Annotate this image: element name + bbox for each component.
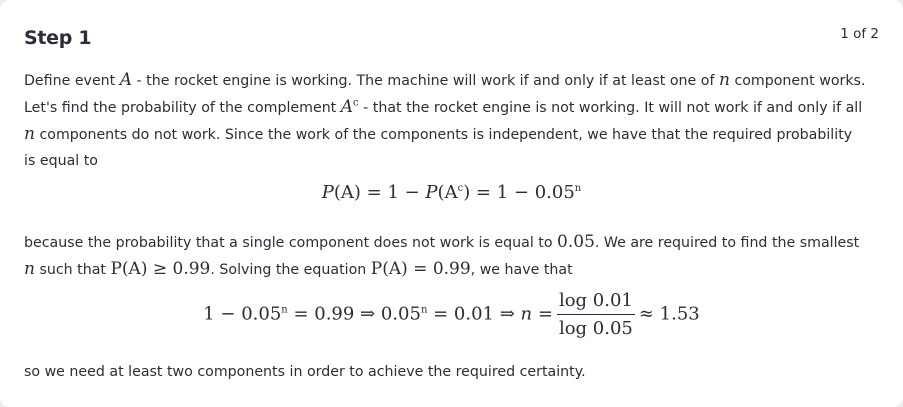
- paragraph-conclusion: [24, 359, 882, 385]
- math-text: (A: [437, 182, 458, 203]
- math-sup: n: [420, 304, 428, 316]
- text: Let's find the probability of the complement: [24, 100, 341, 116]
- text-line: [24, 67, 882, 94]
- paragraph-definition: [24, 67, 882, 174]
- math-sup: n: [281, 304, 288, 316]
- math-inline: [24, 259, 35, 279]
- math-inline: 0.05: [557, 232, 595, 252]
- text: Define event: [24, 73, 120, 89]
- math-text: = 0.99 ⇒ 0.05: [287, 303, 421, 325]
- paragraph-requirement: [24, 229, 882, 283]
- math-var: A: [119, 70, 133, 90]
- math-var: n: [520, 303, 533, 325]
- text: is equal to: [24, 153, 98, 169]
- equation-solution: [0, 290, 903, 339]
- equation-complement: [0, 182, 903, 203]
- math-inline: [719, 70, 730, 90]
- math-var: A: [340, 97, 354, 117]
- math-var: n: [24, 259, 35, 279]
- math-inline: P(A) ≥ 0.99: [110, 259, 211, 279]
- math-var: P: [425, 182, 438, 203]
- math-sup: n: [574, 183, 582, 194]
- text-line: [24, 94, 882, 121]
- text: . Solving the equation: [210, 262, 371, 278]
- step-title: Step 1: [24, 27, 92, 49]
- text-line: so we need at least two components in order to achieve the required certainty.: [24, 364, 586, 380]
- math-text: =: [532, 303, 553, 325]
- math-sup: c: [457, 183, 464, 194]
- text-line: [24, 229, 882, 256]
- text: , we have that: [470, 262, 573, 278]
- text-line: [24, 256, 882, 283]
- math-inline: [341, 97, 359, 117]
- math-text: = 0.01 ⇒: [427, 303, 521, 325]
- fraction-denominator: log 0.05: [558, 318, 633, 339]
- text: - that the rocket engine is not working. It will not work if and only if all: [358, 100, 863, 116]
- math-var: P: [321, 182, 334, 203]
- math-var: n: [24, 124, 35, 144]
- text-line: [24, 121, 882, 148]
- math-text: (A) = 1 −: [333, 182, 426, 203]
- fraction: [557, 290, 635, 339]
- math-inline: [24, 124, 35, 144]
- fraction-numerator: log 0.01: [557, 290, 635, 315]
- text: because the probability that a single component does not work is equal to: [24, 235, 558, 251]
- text: component works.: [729, 73, 866, 89]
- text: - the rocket engine is working. The machine will work if and only if at least one of: [132, 73, 719, 89]
- step-counter: 1 of 2: [840, 26, 879, 42]
- text: . We are required to find the smallest: [594, 235, 860, 251]
- math-text: ) = 1 − 0.05: [463, 182, 575, 203]
- text: components do not work. Since the work of the components is independent, we have that the required probability: [34, 127, 853, 143]
- math-inline: [120, 70, 132, 90]
- text-line: [24, 148, 882, 174]
- math-inline: P(A) = 0.99: [370, 259, 471, 279]
- math-text: 1 − 0.05: [203, 303, 282, 325]
- math-text: ≈ 1.53: [638, 303, 700, 325]
- math-var: n: [718, 70, 730, 90]
- text: such that: [34, 262, 111, 278]
- math-sup: c: [353, 97, 359, 109]
